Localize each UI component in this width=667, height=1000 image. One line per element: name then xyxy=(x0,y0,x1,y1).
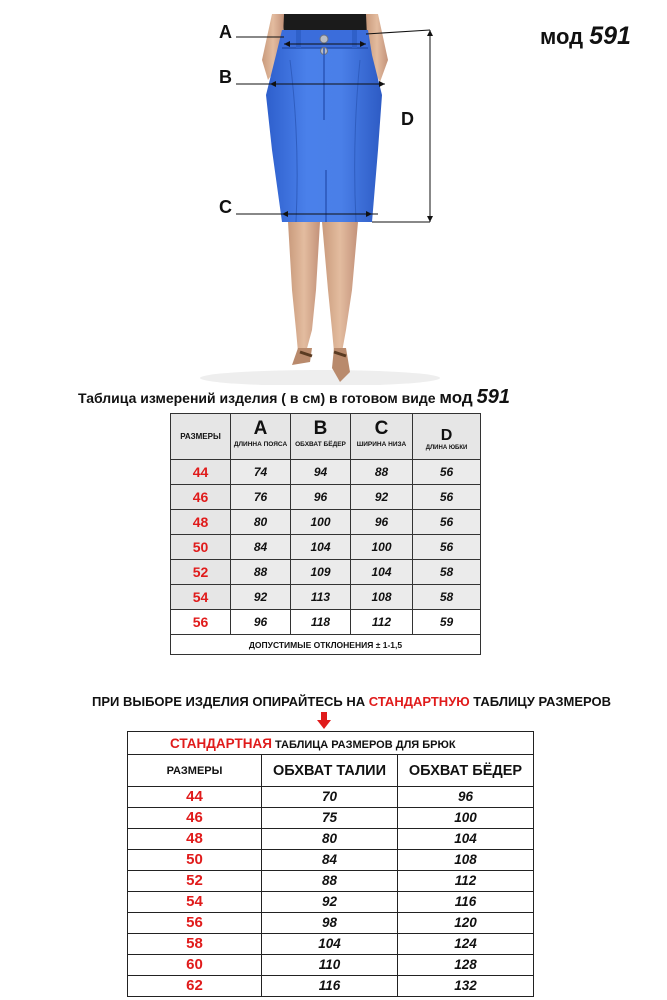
standard-hips-header: ОБХВАТ БЁДЕР xyxy=(398,755,534,787)
measurement-header-row xyxy=(171,414,481,460)
value-cell: 56 xyxy=(413,485,481,510)
measurement-heading-num: 591 xyxy=(476,386,510,408)
dimension-label-b: B xyxy=(219,67,232,87)
value-cell: 112 xyxy=(351,610,413,635)
table-row xyxy=(128,808,534,829)
value-cell: 80 xyxy=(231,510,291,535)
table-row xyxy=(128,871,534,892)
size-cell: 52 xyxy=(171,560,231,585)
value-cell: 118 xyxy=(291,610,351,635)
size-cell: 44 xyxy=(171,460,231,485)
waist-cell: 70 xyxy=(262,787,398,808)
dimension-label-d: D xyxy=(401,109,414,129)
size-cell: 50 xyxy=(171,535,231,560)
standard-title-row xyxy=(128,732,534,755)
size-cell: 56 xyxy=(171,610,231,635)
size-cell: 48 xyxy=(128,829,262,850)
table-row xyxy=(171,560,481,585)
hips-cell: 104 xyxy=(398,829,534,850)
column-label: ДЛИНА ЮБКИ xyxy=(425,445,468,451)
hips-cell: 112 xyxy=(398,871,534,892)
value-cell: 88 xyxy=(351,460,413,485)
waist-cell: 116 xyxy=(262,976,398,997)
value-cell: 100 xyxy=(351,535,413,560)
waist-cell: 92 xyxy=(262,892,398,913)
column-header-d xyxy=(413,414,481,460)
value-cell: 100 xyxy=(291,510,351,535)
table-row xyxy=(128,829,534,850)
table-row xyxy=(128,913,534,934)
value-cell: 56 xyxy=(413,535,481,560)
waist-cell: 75 xyxy=(262,808,398,829)
column-letter: C xyxy=(374,418,389,439)
size-cell: 44 xyxy=(128,787,262,808)
table-row xyxy=(128,892,534,913)
standard-size-table xyxy=(127,731,534,997)
size-cell: 62 xyxy=(128,976,262,997)
value-cell: 59 xyxy=(413,610,481,635)
value-cell: 88 xyxy=(231,560,291,585)
hips-cell: 132 xyxy=(398,976,534,997)
value-cell: 92 xyxy=(231,585,291,610)
waist-cell: 80 xyxy=(262,829,398,850)
size-cell: 54 xyxy=(171,585,231,610)
value-cell: 96 xyxy=(351,510,413,535)
measurement-heading-text: Таблица измерений изделия ( в см) в готовом виде xyxy=(78,390,436,406)
table-row xyxy=(128,787,534,808)
column-header-a xyxy=(231,414,291,460)
column-header-b xyxy=(291,414,351,460)
size-cell: 46 xyxy=(128,808,262,829)
waist-cell: 104 xyxy=(262,934,398,955)
table-row xyxy=(171,610,481,635)
value-cell: 113 xyxy=(291,585,351,610)
hips-cell: 108 xyxy=(398,850,534,871)
hips-cell: 100 xyxy=(398,808,534,829)
column-label: ОБХВАТ БЁДЕР xyxy=(295,441,346,448)
column-letter: B xyxy=(313,418,328,439)
value-cell: 58 xyxy=(413,585,481,610)
standard-title-highlight: СТАНДАРТНАЯ xyxy=(170,735,272,751)
hips-cell: 96 xyxy=(398,787,534,808)
standard-table-title xyxy=(128,732,534,755)
value-cell: 56 xyxy=(413,510,481,535)
column-letter: D xyxy=(440,427,453,444)
waist-cell: 84 xyxy=(262,850,398,871)
table-row xyxy=(128,850,534,871)
value-cell: 84 xyxy=(231,535,291,560)
hips-cell: 116 xyxy=(398,892,534,913)
standard-heading-before: ПРИ ВЫБОРЕ ИЗДЕЛИЯ ОПИРАЙТЕСЬ НА xyxy=(92,694,369,709)
tolerance-row xyxy=(171,635,481,655)
product-figure xyxy=(0,0,667,385)
size-cell: 50 xyxy=(128,850,262,871)
value-cell: 96 xyxy=(291,485,351,510)
value-cell: 94 xyxy=(291,460,351,485)
table-row xyxy=(171,510,481,535)
standard-heading-highlight: СТАНДАРТНУЮ xyxy=(368,694,470,709)
table-row xyxy=(171,535,481,560)
size-cell: 46 xyxy=(171,485,231,510)
size-cell: 48 xyxy=(171,510,231,535)
size-cell: 52 xyxy=(128,871,262,892)
table-row xyxy=(128,976,534,997)
column-letter: A xyxy=(253,418,268,439)
column-header-c xyxy=(351,414,413,460)
hips-cell: 124 xyxy=(398,934,534,955)
model-prefix: мод xyxy=(540,24,584,49)
measurement-table-heading xyxy=(78,386,510,409)
column-label: ДЛИННА ПОЯСА xyxy=(233,441,288,448)
table-row xyxy=(171,485,481,510)
standard-size-header: РАЗМЕРЫ xyxy=(128,755,262,787)
size-column-header: РАЗМЕРЫ xyxy=(171,414,231,460)
dimension-label-a: A xyxy=(219,22,232,42)
standard-heading-after: ТАБЛИЦУ РАЗМЕРОВ xyxy=(469,694,612,709)
value-cell: 96 xyxy=(231,610,291,635)
measurement-table xyxy=(170,413,481,655)
value-cell: 108 xyxy=(351,585,413,610)
table-row xyxy=(128,955,534,976)
size-cell: 58 xyxy=(128,934,262,955)
column-label: ШИРИНА НИЗА xyxy=(356,441,407,448)
waist-cell: 88 xyxy=(262,871,398,892)
down-arrow-icon xyxy=(317,712,331,730)
standard-title-rest: ТАБЛИЦА РАЗМЕРОВ ДЛЯ БРЮК xyxy=(275,738,456,751)
measurement-heading-mod: мод xyxy=(439,388,473,407)
table-row xyxy=(171,460,481,485)
model-title xyxy=(540,22,631,51)
hips-cell: 120 xyxy=(398,913,534,934)
standard-table-heading xyxy=(92,694,611,709)
hips-cell: 128 xyxy=(398,955,534,976)
model-number: 591 xyxy=(589,22,631,50)
value-cell: 104 xyxy=(351,560,413,585)
tolerance-note: ДОПУСТИМЫЕ ОТКЛОНЕНИЯ ± 1-1,5 xyxy=(171,635,481,655)
size-cell: 54 xyxy=(128,892,262,913)
value-cell: 109 xyxy=(291,560,351,585)
table-row xyxy=(171,585,481,610)
value-cell: 56 xyxy=(413,460,481,485)
waist-cell: 110 xyxy=(262,955,398,976)
value-cell: 76 xyxy=(231,485,291,510)
skirt-photo xyxy=(0,0,667,385)
dimension-label-c: C xyxy=(219,197,232,217)
value-cell: 92 xyxy=(351,485,413,510)
waist-cell: 98 xyxy=(262,913,398,934)
size-cell: 56 xyxy=(128,913,262,934)
value-cell: 58 xyxy=(413,560,481,585)
value-cell: 74 xyxy=(231,460,291,485)
standard-waist-header: ОБХВАТ ТАЛИИ xyxy=(262,755,398,787)
size-cell: 60 xyxy=(128,955,262,976)
standard-header-row xyxy=(128,755,534,787)
value-cell: 104 xyxy=(291,535,351,560)
table-row xyxy=(128,934,534,955)
